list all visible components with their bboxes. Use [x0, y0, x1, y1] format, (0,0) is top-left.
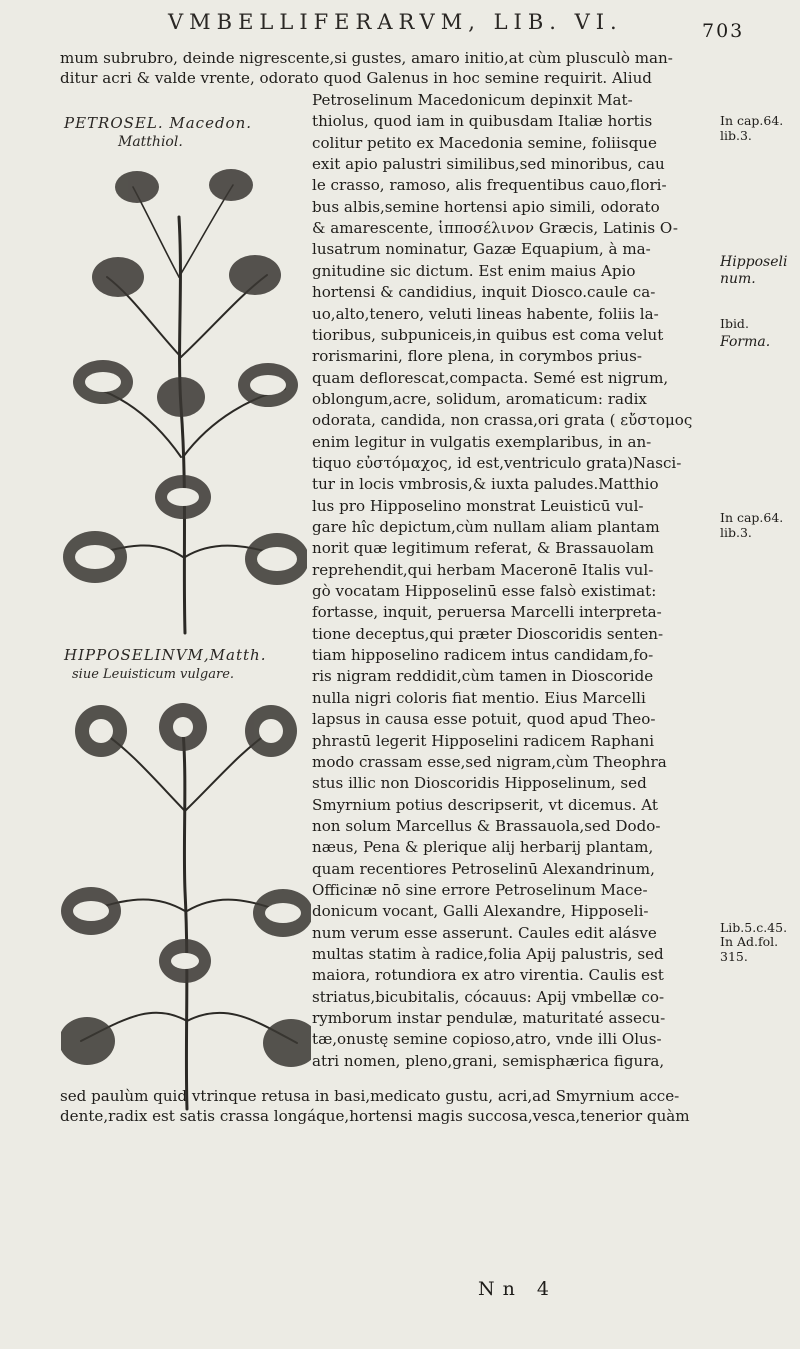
text-line: donicum vocant, Galli Alexandre, Hipposeli- [312, 902, 649, 921]
figure-caption-author: Matthiol. [118, 134, 183, 150]
text-line: hortensi & candidius, inquit Diosco.caule ca- [312, 283, 656, 302]
margin-note: In cap.64. [720, 113, 784, 128]
margin-note: lib.3. [720, 128, 752, 143]
text-line: tione deceptus,qui præter Dioscoridis senten- [312, 624, 664, 643]
text-line: odorata, candida, non crassa,ori grata ( εὔστομος [312, 411, 693, 430]
margin-note: 315. [720, 949, 748, 964]
plant-illustration-icon [62, 156, 308, 636]
text-line: Petroselinum Macedonicum depinxit Mat- [312, 91, 633, 109]
text-line: oblongum,acre, solidum, aromaticum: radix [312, 389, 647, 408]
text-line: uo,alto,tenero, veluti lineas habente, foliis la- [312, 304, 659, 323]
text-line: quam deflorescat,compacta. Semé est nigrum, [312, 368, 669, 387]
page-number: 703 [702, 20, 745, 42]
margin-note: lib.3. [720, 525, 752, 540]
text-line: tioribus, subpuniceis,in quibus est coma velut [312, 325, 664, 344]
running-head: VMBELLIFERARVM, LIB. VI. [168, 10, 623, 34]
text-line: & amarescente, ἱπποσέλινον Græcis, Latinis O- [312, 219, 678, 238]
text-line: gnitudine sic dictum. Est enim maius Apio [312, 261, 636, 280]
margin-note: Forma. [720, 335, 771, 350]
text-line: striatus,bicubitalis, cócauus: Apij vmbellæ co- [312, 987, 665, 1006]
text-line: lusatrum nominatur, Gazæ Equapium, à ma- [312, 240, 651, 259]
margin-note: Ibid. [720, 316, 749, 331]
text-line: ris nigram reddidit,cùm tamen in Dioscoride [312, 667, 654, 686]
text-line: multas statim à radice,folia Apij palustris, sed [312, 945, 664, 963]
text-line: nulla nigri coloris fiat mentio. Eius Marcelli [312, 688, 646, 707]
text-line: phrastū legerit Hipposelini radicem Raphani [312, 731, 655, 750]
margin-note: Hipposeli [720, 255, 788, 270]
text-line: stus illic non Dioscoridis Hipposelinum, sed [312, 774, 647, 793]
text-line: reprehendit,qui herbam Maceronē Italis vul- [312, 560, 654, 579]
text-line: bus albis,semine hortensi apio simili, odorato [312, 197, 660, 216]
figure-caption-title: HIPPOSELINVM,Matth. [64, 646, 267, 664]
text-line: rymborum instar pendulæ, maturitaté assecu- [312, 1009, 666, 1028]
text-line: tiquo εὐστόμαχος, id est,ventriculo grata)Nasci- [312, 453, 682, 472]
text-line: sed paulùm quid vtrinque retusa in basi,medicato gustu, acri,ad Smyrnium acce- [60, 1087, 680, 1105]
text-line: thiolus, quod iam in quibusdam Italiæ hortis [312, 112, 653, 131]
margin-note: num. [720, 272, 756, 287]
text-line: lus pro Hipposelino monstrat Leuisticū vul- [312, 496, 644, 515]
text-line: norit quæ legitimum referat, & Brassauolam [312, 539, 654, 558]
figure-caption-title: PETROSEL. Macedon. [64, 114, 253, 132]
text-line: modo crassam esse,sed nigram,cùm Theophra [312, 752, 667, 771]
text-line: tæ,onustę semine copioso,atro, vnde illi Olus- [312, 1030, 662, 1049]
text-line: rorismarini, flore plena, in corymbos prius- [312, 347, 642, 366]
text-line: Officinæ nō sine errore Petroselinum Mace- [312, 880, 648, 899]
text-line: gò vocatam Hipposelinū esse falsò existimat: [312, 582, 657, 601]
text-line: enim legitur in vulgatis exemplaribus, in an- [312, 432, 652, 451]
text-line: colitur petito ex Macedonia semine, foliisque [312, 133, 657, 152]
text-line: quam recentiores Petroselinū Alexandrinum, [312, 859, 655, 878]
plant-illustration-icon [60, 690, 312, 1112]
text-line: fortasse, inquit, peruersa Marcelli interpreta- [312, 603, 662, 622]
margin-note: In Ad.fol. [720, 934, 779, 949]
margin-note: In cap.64. [720, 510, 784, 525]
margin-note: Lib.5.c.45. [720, 920, 788, 935]
text-line: tur in locis vmbrosis,& iuxta paludes.Matthio [312, 475, 659, 494]
text-line: næus, Pena & plerique alij herbarij plantam, [312, 838, 654, 857]
text-line: lapsus in causa esse potuit, quod apud Theo- [312, 710, 656, 729]
signature-mark: Nn 4 [478, 1278, 557, 1300]
text-line: non solum Marcellus & Brassauola,sed Dodo- [312, 816, 661, 835]
figure-caption-subtitle: siue Leuisticum vulgare. [72, 667, 235, 682]
text-line: mum subrubro, deinde nigrescente,si gustes, amaro initio,at cùm plusculò man- [60, 49, 673, 67]
text-line: Smyrnium potius descripserit, vt dicemus. At [312, 795, 658, 814]
text-line: num verum esse asserunt. Caules edit alásve [312, 923, 657, 942]
text-line: gare hîc depictum,cùm nullam aliam plantam [312, 518, 660, 536]
text-line: maiora, rotundiora ex atro virentia. Caulis est [312, 966, 664, 985]
text-line: dente,radix est satis crassa longáque,hortensi magis succosa,vesca,tenerior quàm [60, 1107, 690, 1125]
text-line: exit apio palustri similibus,sed minoribus, cau [312, 155, 665, 174]
text-line: le crasso, ramoso, alis frequentibus cauo,flori- [312, 176, 667, 195]
text-line: atri nomen, pleno,grani, semisphærica figura, [312, 1051, 665, 1070]
text-line: tiam hipposelino radicem intus candidam,fo- [312, 646, 654, 665]
text-line: ditur acri & valde vrente, odorato quod Galenus in hoc semine requirit. Aliud [60, 69, 652, 87]
